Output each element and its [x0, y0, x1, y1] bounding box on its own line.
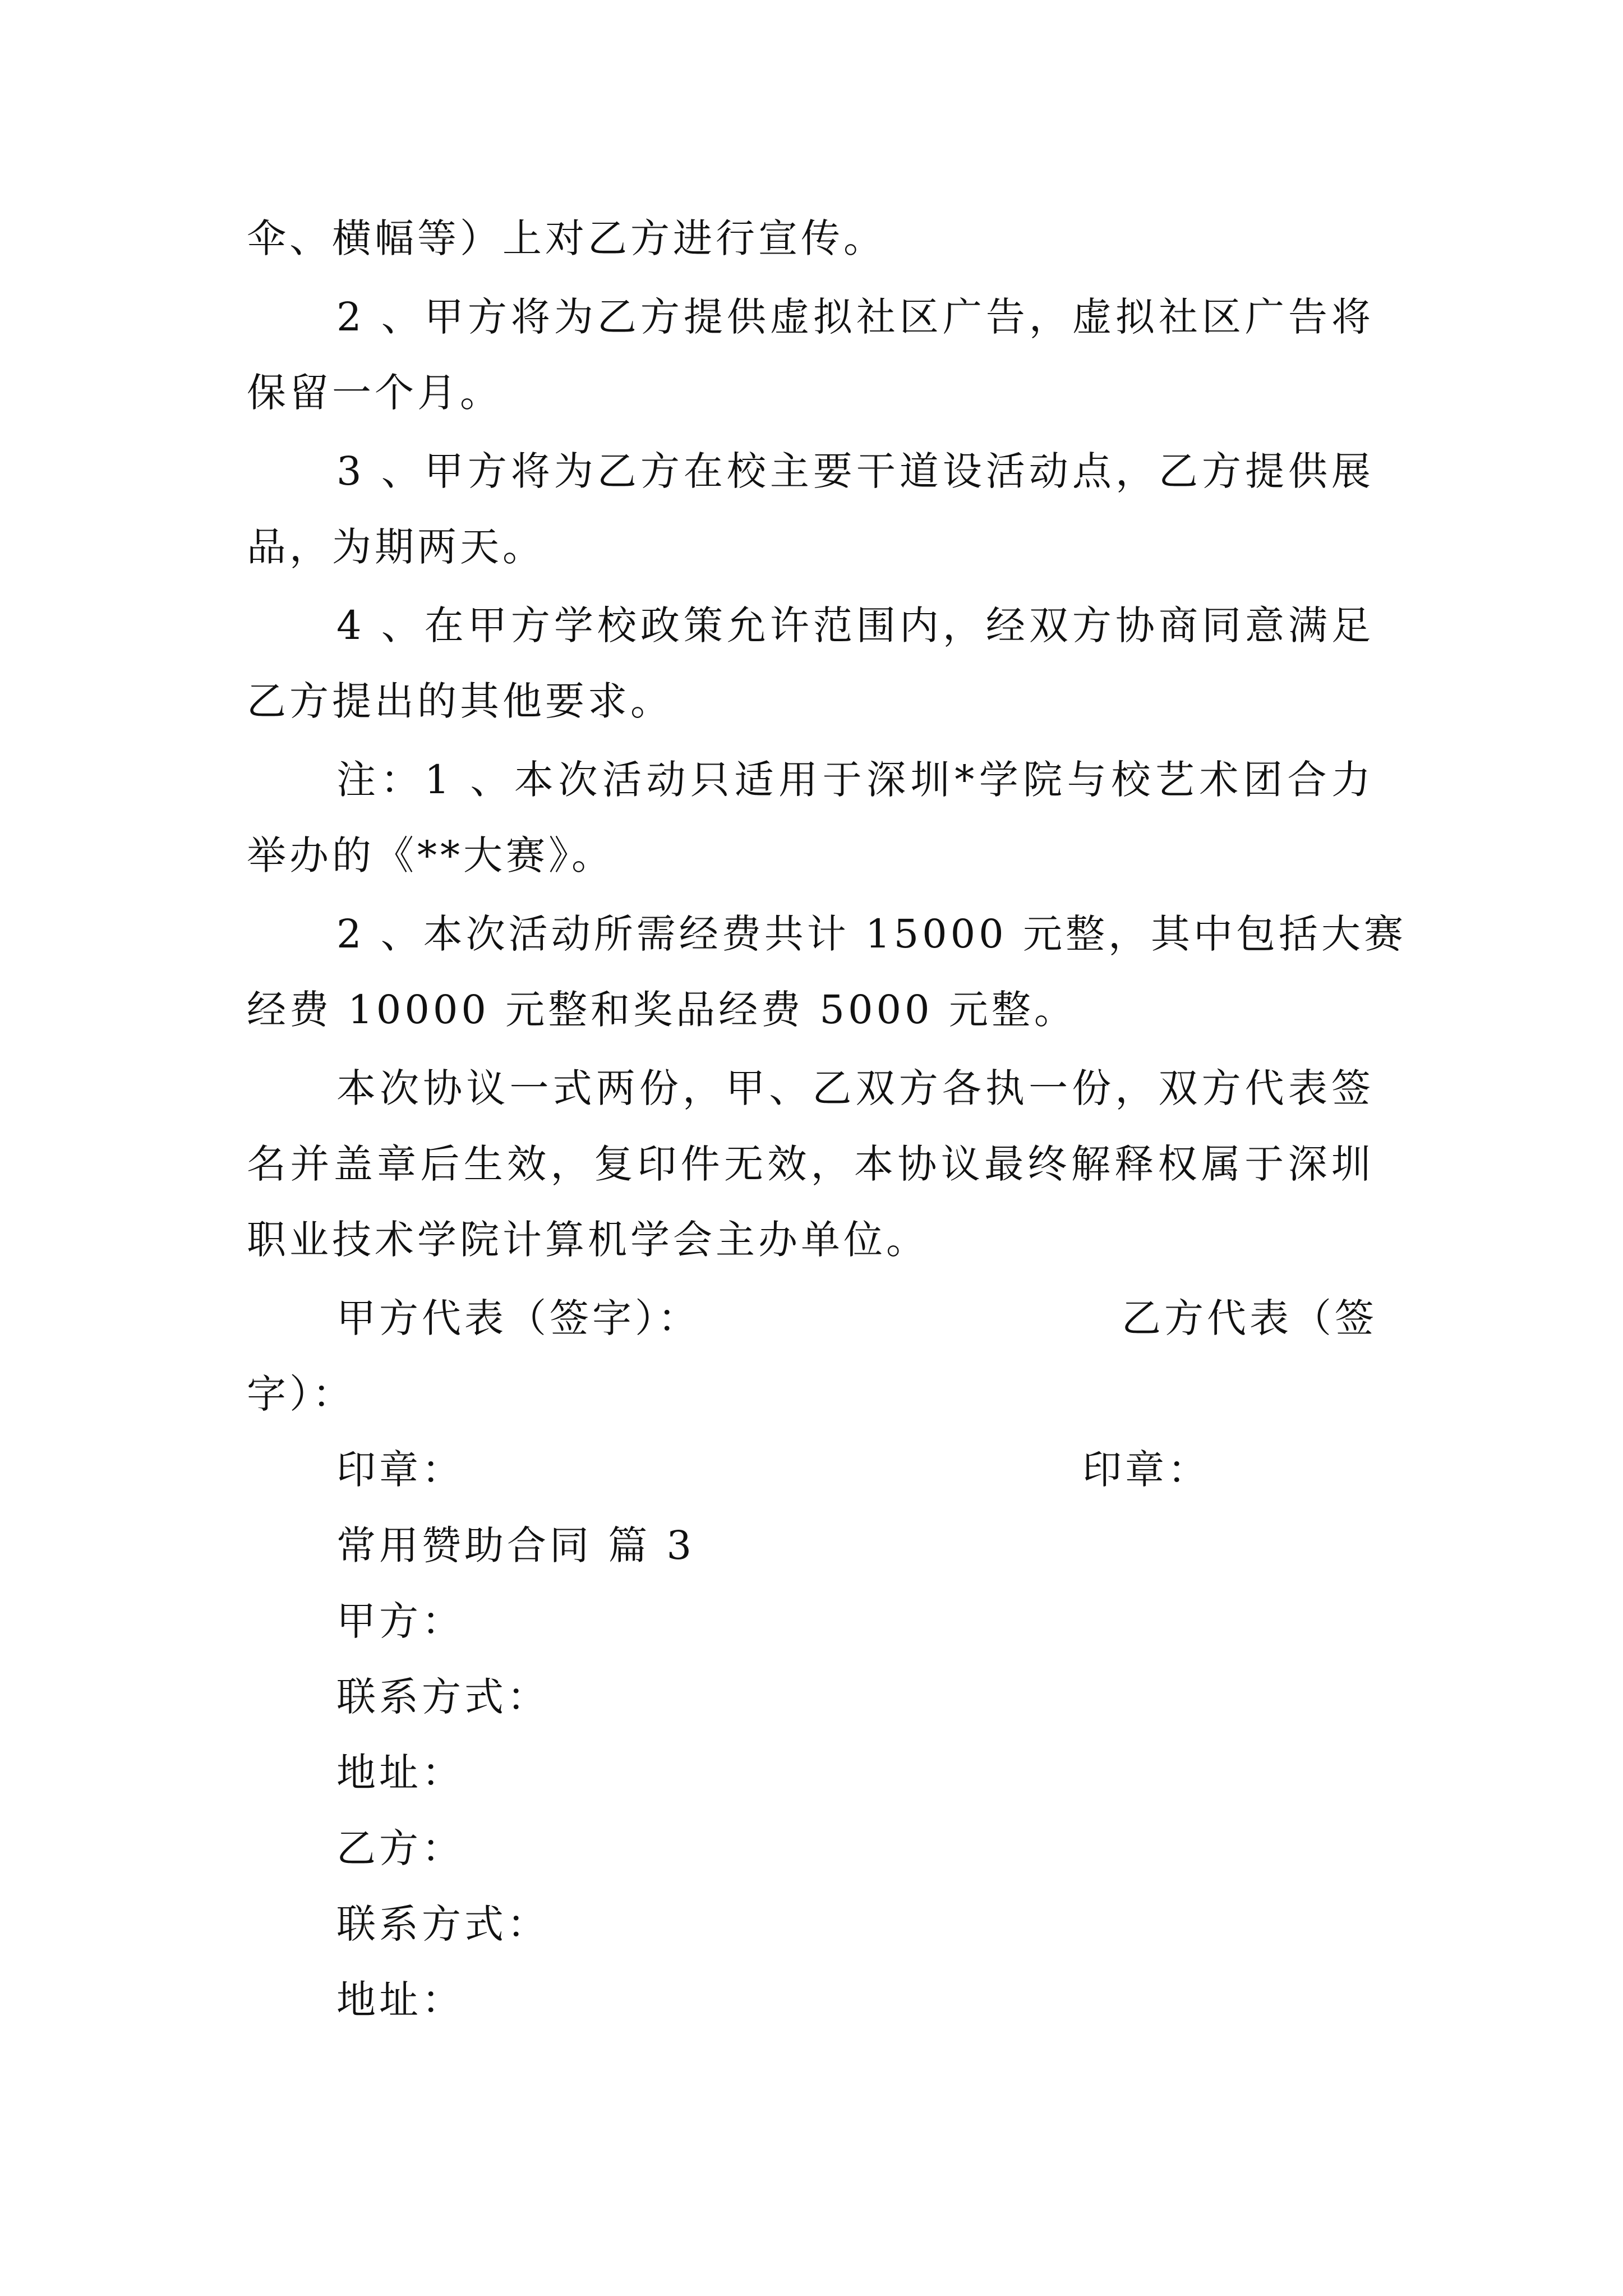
paragraph-line: 3 、甲方将为乙方在校主要干道设活动点，乙方提供展	[336, 448, 1374, 494]
party-a-seal-label: 印章：	[336, 1447, 464, 1493]
party-b-contact-field: 联系方式：	[336, 1901, 550, 1947]
paragraph-line: 2 、甲方将为乙方提供虚拟社区广告，虚拟社区广告将	[336, 294, 1374, 340]
paragraph-line: 品，为期两天。	[247, 524, 545, 570]
party-b-field: 乙方：	[336, 1825, 464, 1871]
paragraph-line: 本次协议一式两份，甲、乙双方各执一份，双方代表签	[336, 1065, 1374, 1111]
party-a-address-field: 地址：	[336, 1750, 464, 1796]
party-a-contact-field: 联系方式：	[336, 1674, 550, 1720]
paragraph-line: 4 、在甲方学校政策允许范围内，经双方协商同意满足	[336, 602, 1374, 648]
paragraph-line: 经费 10000 元整和奖品经费 5000 元整。	[247, 987, 1077, 1033]
party-b-representative-label: 乙方代表（签	[1122, 1295, 1377, 1341]
paragraph-line: 名并盖章后生效，复印件无效，本协议最终解释权属于深圳	[247, 1141, 1374, 1187]
paragraph-line: 职业技术学院计算机学会主办单位。	[247, 1217, 929, 1263]
paragraph-line: 伞、横幅等）上对乙方进行宣传。	[247, 215, 886, 261]
party-b-address-field: 地址：	[336, 1977, 464, 2023]
section-title: 常用赞助合同 篇 3	[336, 1522, 695, 1568]
paragraph-line: 乙方提出的其他要求。	[247, 678, 673, 724]
party-a-representative-label: 甲方代表（签字）：	[336, 1295, 700, 1341]
paragraph-line: 2 、本次活动所需经费共计 15000 元整，其中包括大赛	[336, 911, 1407, 957]
party-b-seal-label: 印章：	[1082, 1447, 1210, 1493]
party-b-representative-label-continued: 字）：	[247, 1371, 355, 1417]
paragraph-line: 举办的《**大赛》。	[247, 832, 614, 878]
paragraph-line: 保留一个月。	[247, 370, 502, 416]
paragraph-line: 注：1 、本次活动只适用于深圳*学院与校艺术团合力	[336, 757, 1374, 803]
party-a-field: 甲方：	[336, 1598, 464, 1644]
